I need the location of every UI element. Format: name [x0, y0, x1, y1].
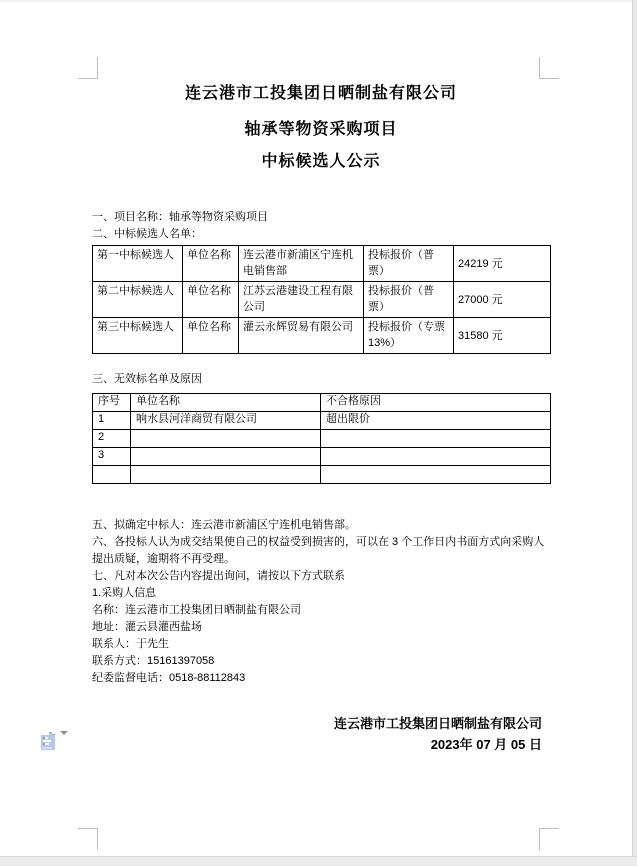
page-thumbnail-icon[interactable] [40, 731, 57, 756]
price-label: 投标报价（专票 13%） [364, 318, 454, 354]
table-row [93, 448, 551, 466]
price-value: 27000 元 [454, 282, 551, 318]
window-right-edge [632, 0, 637, 866]
column-header-seq: 序号 [93, 394, 131, 412]
document-title-project: 轴承等物资采购项目 [244, 121, 398, 138]
price-value: 24219 元 [454, 246, 551, 282]
signature-company: 连云港市工投集团日晒制盐有限公司 [333, 716, 542, 731]
table-row [93, 282, 551, 318]
contact-block [92, 602, 550, 687]
candidate-rank: 第二中标候选人 [93, 282, 183, 318]
company-name: 响水县河洋商贸有限公司 [131, 412, 321, 430]
company-name: 灌云永辉贸易有限公司 [239, 318, 364, 354]
column-header-reason: 不合格原因 [321, 394, 551, 412]
section-objection: 六、各投标人认为成交结果使自己的权益受到损害的，可以在 3 个工作日内书面方式向采购人提出质疑，逾期将不再受理。 [92, 536, 545, 565]
invalid-bids-table [92, 393, 551, 484]
margin-crop-mark-bottom-left [78, 828, 98, 850]
company-name [131, 448, 321, 466]
section-candidates-heading: 二、中标候选人名单： [92, 228, 202, 240]
price-value: 31580 元 [454, 318, 551, 354]
table-header-row [93, 394, 551, 412]
window-bottom-edge [0, 856, 637, 866]
supervision-phone: 纪委监督电话：0518-88112843 [92, 672, 246, 684]
contact-phone: 联系方式：15161397058 [92, 655, 215, 667]
column-header-unit: 单位名称 [131, 394, 321, 412]
section-invalid-heading: 三、无效标名单及原因 [92, 373, 202, 385]
unit-label: 单位名称 [183, 318, 239, 354]
company-name [131, 466, 321, 484]
document-title-company: 连云港市工投集团日晒制盐有限公司 [184, 85, 457, 102]
table-row [93, 466, 551, 484]
unit-label: 单位名称 [183, 246, 239, 282]
company-name: 连云港市新浦区宁连机电销售部 [239, 246, 364, 282]
margin-crop-mark-bottom-right [539, 828, 559, 850]
bid-candidates-table [92, 245, 551, 354]
company-name: 江苏云港建设工程有限公司 [239, 282, 364, 318]
candidate-rank: 第一中标候选人 [93, 246, 183, 282]
contact-address: 地址：灌云县灌西盐场 [92, 621, 202, 633]
dropdown-arrow-triangle [60, 731, 68, 752]
signature-block [92, 714, 550, 755]
seq-number [93, 466, 131, 484]
table-row [93, 412, 551, 430]
company-name [131, 430, 321, 448]
section-project-name: 一、项目名称：轴承等物资采购项目 [92, 211, 268, 223]
seq-number: 1 [93, 412, 131, 430]
contact-name: 名称：连云港市工投集团日晒制盐有限公司 [92, 604, 301, 616]
unit-label: 单位名称 [183, 282, 239, 318]
seq-number: 3 [93, 448, 131, 466]
document-title-announcement: 中标候选人公示 [261, 153, 381, 170]
section-purchaser-info: 1.采购人信息 [92, 587, 157, 599]
contact-person: 联系人：于先生 [92, 638, 169, 650]
candidate-rank: 第三中标候选人 [93, 318, 183, 354]
signature-date: 2023年 07 月 05 日 [430, 737, 542, 752]
dropdown-arrow-icon[interactable] [60, 735, 70, 753]
table-row [93, 430, 551, 448]
reject-reason [321, 430, 551, 448]
seq-number: 2 [93, 430, 131, 448]
table-row [93, 318, 551, 354]
reject-reason [321, 466, 551, 484]
reject-reason: 超出限价 [321, 412, 551, 430]
section-winner: 五、拟确定中标人：连云港市新浦区宁连机电销售部。 [92, 519, 356, 531]
reject-reason [321, 448, 551, 466]
table-row [93, 246, 551, 282]
price-label: 投标报价（普票） [364, 246, 454, 282]
document-page [92, 0, 550, 755]
price-label: 投标报价（普票） [364, 282, 454, 318]
section-inquiry: 七、凡对本次公告内容提出询问，请按以下方式联系 [92, 570, 345, 582]
